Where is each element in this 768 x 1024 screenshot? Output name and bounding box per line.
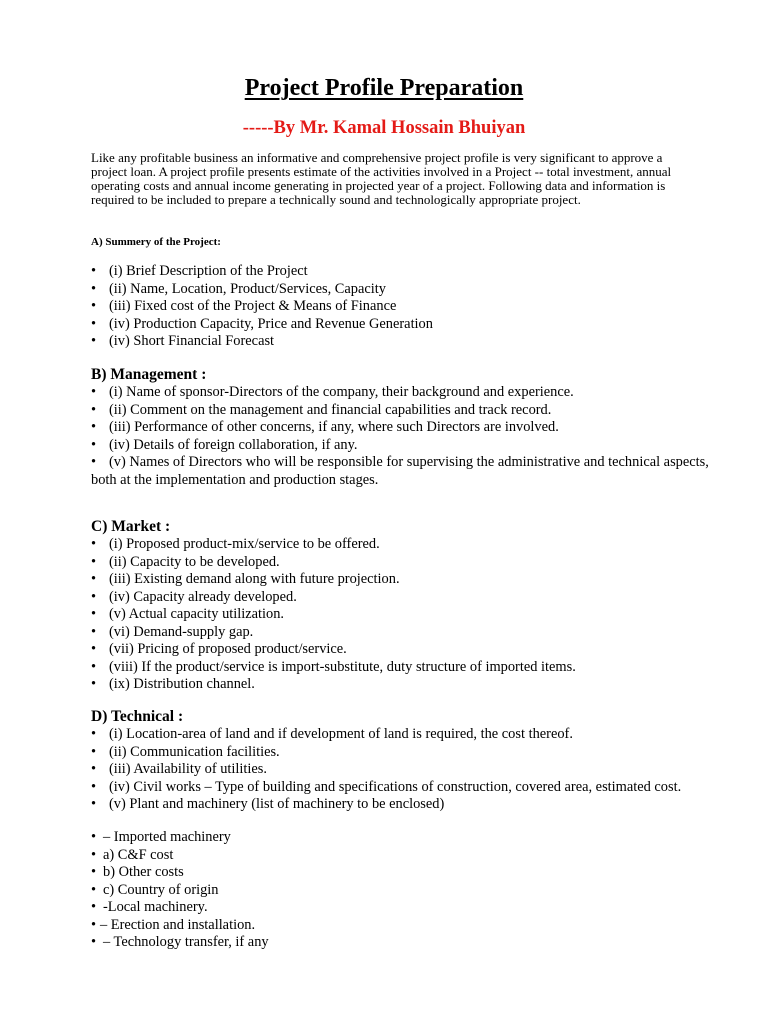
list-item: • (iv) Details of foreign collaboration, if any. <box>91 437 711 455</box>
list-item: • (vi) Demand-supply gap. <box>91 624 711 642</box>
list-item: • (iv) Capacity already developed. <box>91 589 711 607</box>
title-text: Project Profile Preparation <box>244 75 524 101</box>
section-d-list <box>91 726 711 814</box>
list-item: • (iii) Availability of utilities. <box>91 761 711 779</box>
list-item: • a) C&F cost <box>91 847 711 865</box>
list-item: • b) Other costs <box>91 864 711 882</box>
list-item: • (iii) Existing demand along with future projection. <box>91 571 711 589</box>
list-item: • c) Country of origin <box>91 882 711 900</box>
section-c-list <box>91 536 711 694</box>
list-item: • (i) Name of sponsor-Directors of the company, their background and experience. <box>91 384 711 402</box>
list-item: • – Imported machinery <box>91 829 711 847</box>
list-item: • (ii) Capacity to be developed. <box>91 554 711 572</box>
section-b-heading: B) Management : <box>91 366 207 383</box>
list-item: • (i) Brief Description of the Project <box>91 263 711 281</box>
list-item: • (iii) Fixed cost of the Project & Means of Finance <box>91 298 711 316</box>
section-c-heading: C) Market : <box>91 518 171 535</box>
list-item: • (ix) Distribution channel. <box>91 676 711 694</box>
section-d-heading: D) Technical : <box>91 708 184 725</box>
list-item: • (i) Location-area of land and if development of land is required, the cost thereof. <box>91 726 711 744</box>
list-item: • (iii) Performance of other concerns, if any, where such Directors are involved. <box>91 419 711 437</box>
list-item: • (vii) Pricing of proposed product/service. <box>91 641 711 659</box>
section-d-sublist <box>91 829 711 952</box>
list-item: • – Technology transfer, if any <box>91 934 711 952</box>
list-item: • (viii) If the product/service is import-substitute, duty structure of imported items. <box>91 659 711 677</box>
list-item: • (ii) Name, Location, Product/Services, Capacity <box>91 281 711 299</box>
section-a-heading: A) Summery of the Project: <box>91 236 221 248</box>
list-item: • -Local machinery. <box>91 899 711 917</box>
author-byline: -----By Mr. Kamal Hossain Bhuiyan <box>242 118 526 138</box>
intro-paragraph: Like any profitable business an informative and comprehensive project profile is very significant to approve a project loan. A project profile presents estimate of the activities involved in a Project -- total investment, annual operating costs and annual income generating in projected year of a project. Following data and information is required to be included to prepare a technically sound and technologically appropriate project. <box>91 150 672 207</box>
list-item: • (iv) Civil works – Type of building and specifications of construction, covered area, estimated cost. <box>91 779 711 797</box>
list-item: • (ii) Comment on the management and financial capabilities and track record. <box>91 402 711 420</box>
list-item: • (iv) Short Financial Forecast <box>91 333 711 351</box>
page-title <box>0 74 768 102</box>
section-a-list <box>91 263 711 351</box>
list-item: • (iv) Production Capacity, Price and Revenue Generation <box>91 316 711 334</box>
list-item: • (ii) Communication facilities. <box>91 744 711 762</box>
list-item: • – Erection and installation. <box>91 917 711 935</box>
list-item: • (v) Plant and machinery (list of machinery to be enclosed) <box>91 796 711 814</box>
list-item: • (v) Names of Directors who will be responsible for supervising the administrative and technical aspects, both at the implementation and production stages. <box>91 454 711 489</box>
list-item: • (i) Proposed product-mix/service to be offered. <box>91 536 711 554</box>
list-item: • (v) Actual capacity utilization. <box>91 606 711 624</box>
section-b-list <box>91 384 711 489</box>
